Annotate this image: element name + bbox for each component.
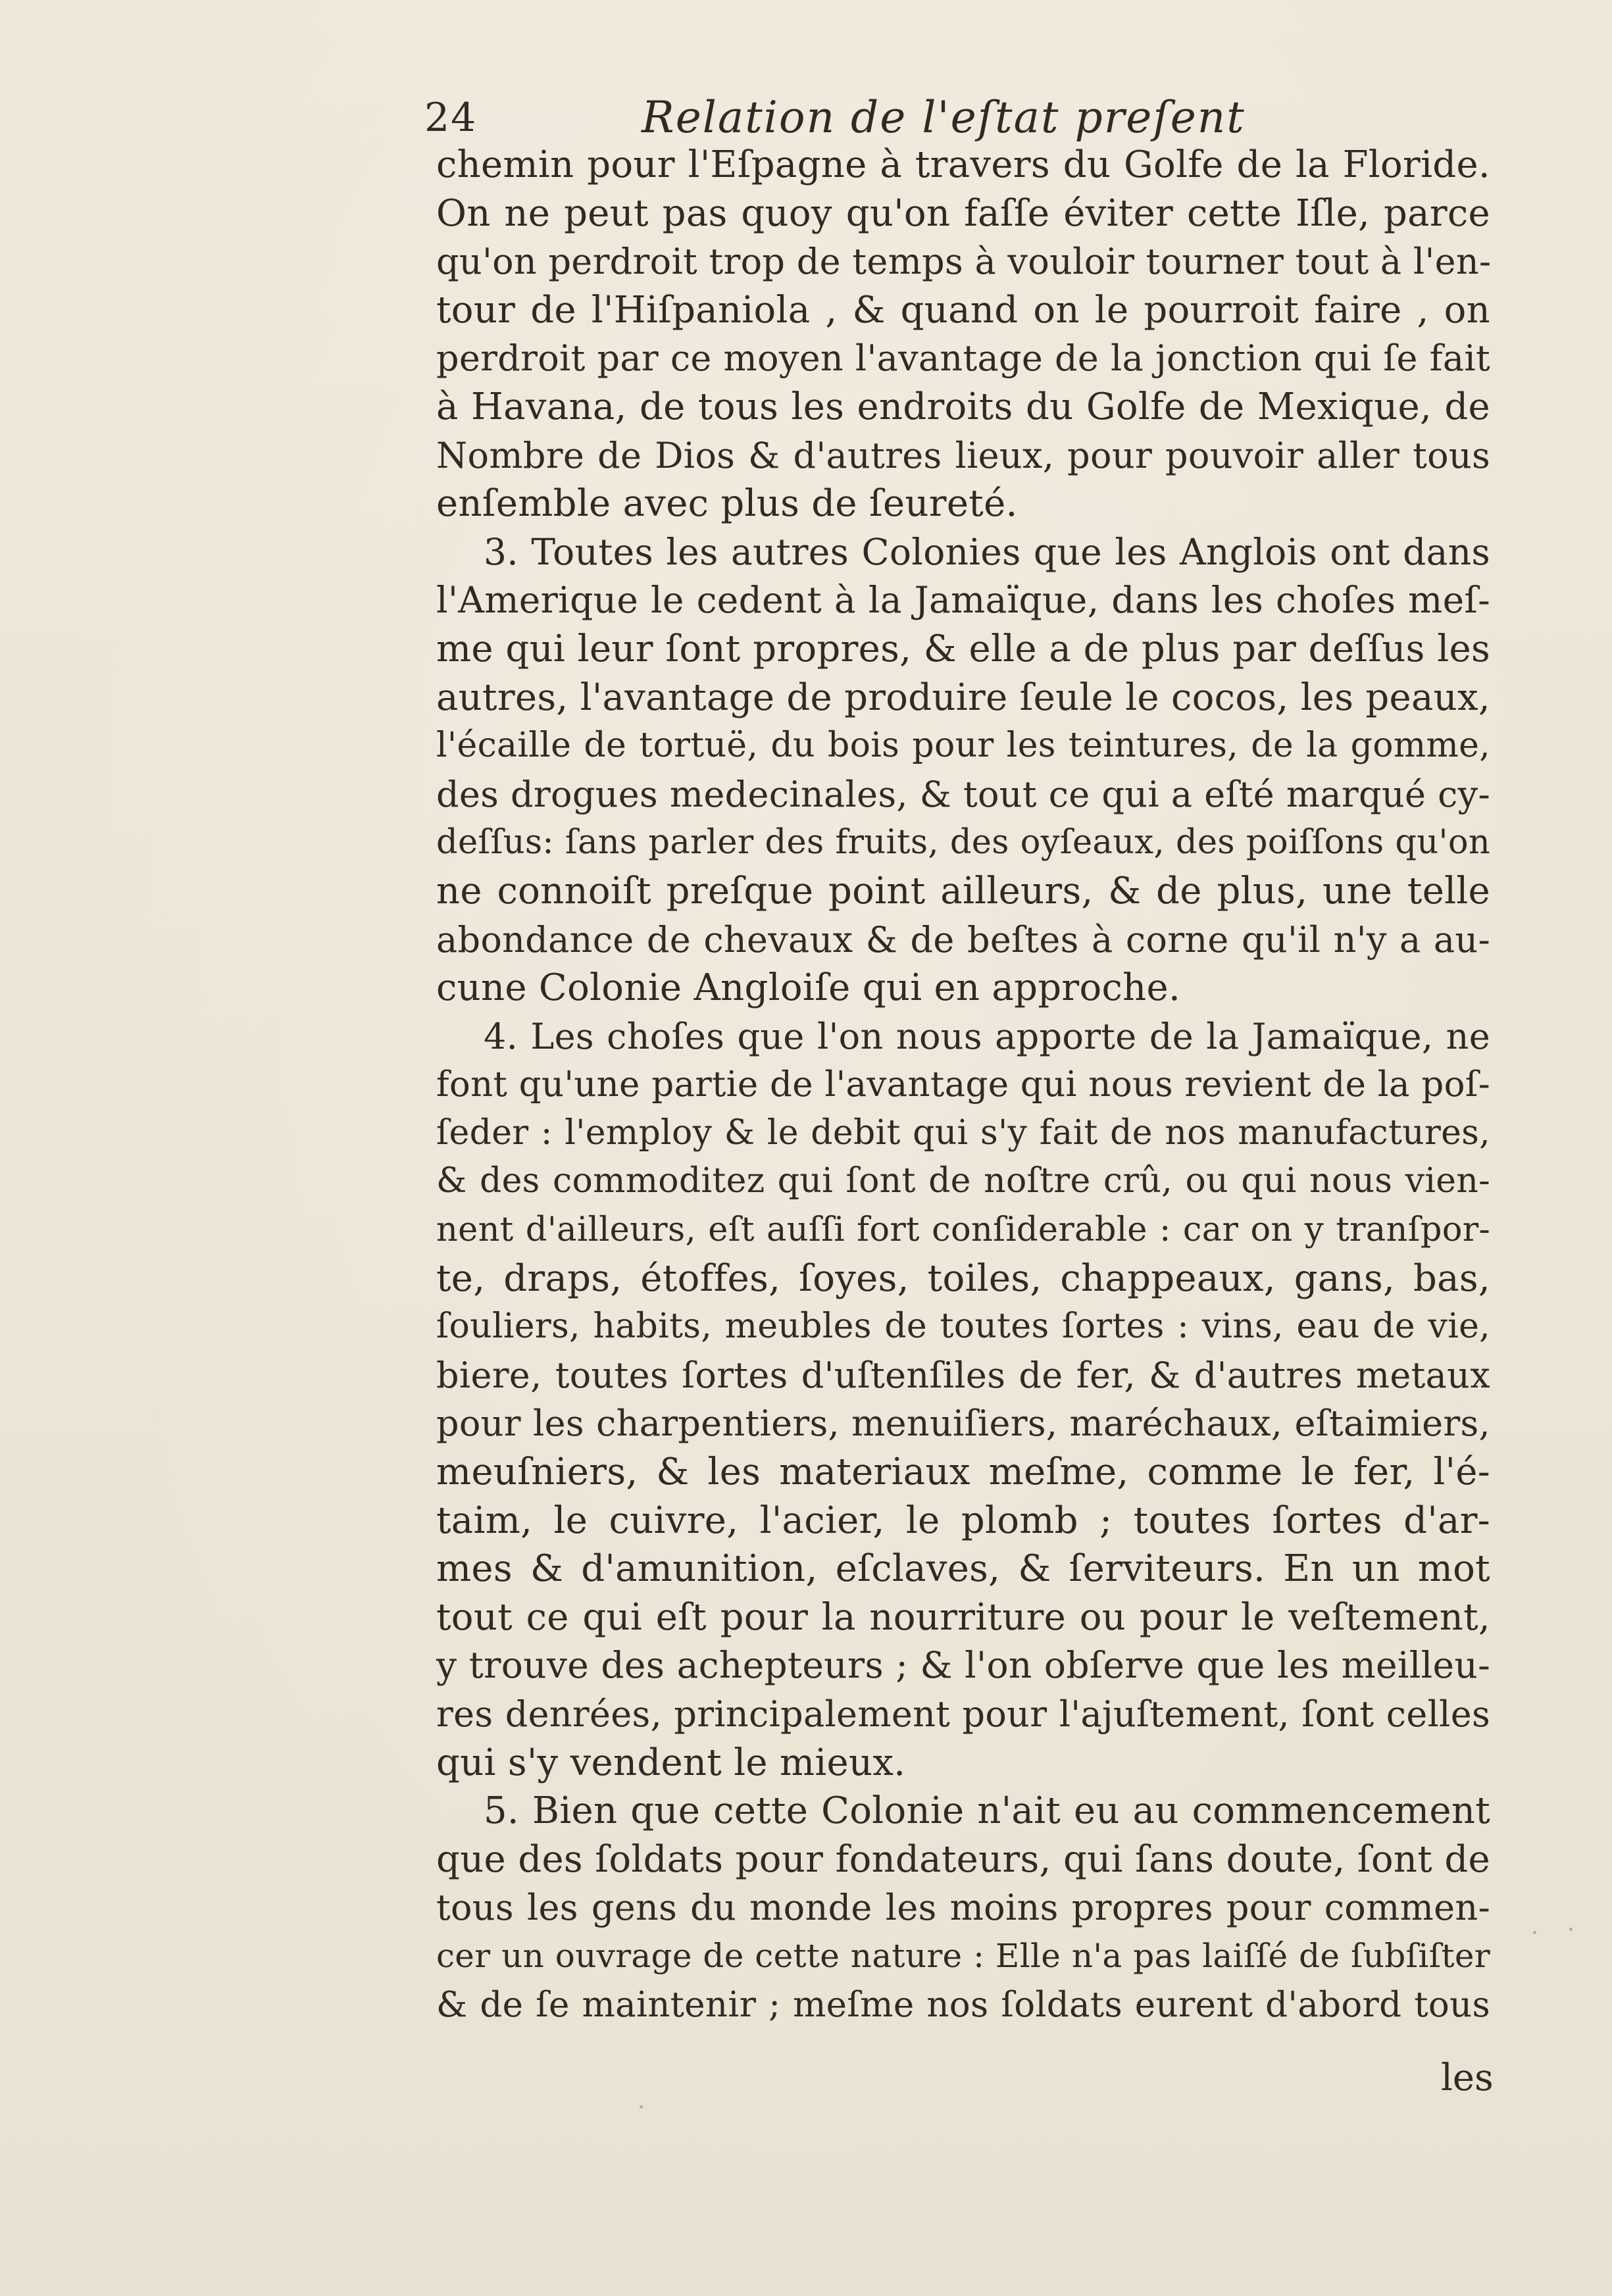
text-line: qui s'y vendent le mieux. [436, 1741, 906, 1784]
text-line: & des commoditez qui ſont de noſtre crû, ou qui nous vien- [436, 1161, 1490, 1201]
text-line: ſouliers, habits, meubles de toutes ſortes : vins, eau de vie, [436, 1307, 1490, 1347]
text-line: mes & d'amunition, eſclaves, & ſerviteurs. En un mot [436, 1547, 1490, 1591]
text-line: que des ſoldats pour fondateurs, qui ſans doute, ſont de [436, 1837, 1490, 1881]
text-line: tour de l'Hiſpaniola , & quand on le pourroit faire , on [436, 288, 1490, 332]
text-line: nent d'ailleurs, eſt auſſi fort conſiderable : car on y tranſpor- [436, 1210, 1490, 1250]
text-line: cer un ouvrage de cette nature : Elle n'a pas laiſſé de ſubſiſter [436, 1936, 1490, 1975]
text-line: qu'on perdroit trop de temps à vouloir tourner tout à l'en- [436, 241, 1492, 283]
text-line: 5. Bien que cette Colonie n'ait eu au commencement [484, 1789, 1490, 1833]
paper-speck [1569, 1928, 1573, 1931]
catchword: les [1441, 2057, 1494, 2099]
text-line: Nombre de Dios & d'autres lieux, pour pouvoir aller tous [436, 434, 1490, 476]
text-line: autres, l'avantage de produire ſeule le cocos, les peaux, [436, 676, 1490, 719]
text-line: 4. Les choſes que l'on nous apporte de la Jamaïque, ne [484, 1015, 1490, 1057]
text-line: y trouve des achepteurs ; & l'on obſerve que les meilleu- [436, 1644, 1490, 1687]
text-line: tous les gens du monde les moins propres pour commen- [436, 1887, 1490, 1929]
text-line: ne connoiſt preſque point ailleurs, & de plus, une telle [436, 869, 1490, 912]
text-line: abondance de chevaux & de beſtes à corne qu'il n'y a au- [436, 918, 1490, 961]
text-line: & de ſe maintenir ; meſme nos ſoldats eurent d'abord tous [436, 1984, 1490, 2025]
text-line: font qu'une partie de l'avantage qui nous revient de la poſ- [436, 1064, 1490, 1105]
text-line: tout ce qui eſt pour la nourriture ou pour le veſtement, [436, 1595, 1490, 1639]
text-line: taim, le cuivre, l'acier, le plomb ; toutes ſortes d'ar- [436, 1499, 1490, 1542]
page-number: 24 [424, 95, 478, 141]
text-line: res denrées, principalement pour l'ajuſtement, ſont celles [436, 1693, 1490, 1735]
running-title: Relation de l'eſtat preſent [642, 92, 1246, 143]
paper-speck [1533, 1931, 1536, 1934]
paper-speck [640, 2105, 643, 2109]
text-line: me qui leur ſont propres, & elle a de plus par deſſus les [436, 627, 1490, 670]
text-line: à Havana, de tous les endroits du Golfe de Mexique, de [436, 385, 1490, 428]
text-line: perdroit par ce moyen l'avantage de la jonction qui ſe fait [436, 337, 1490, 380]
text-line: meuſniers, & les materiaux meſme, comme le fer, l'é- [436, 1451, 1490, 1494]
text-line: l'Amerique le cedent à la Jamaïque, dans les choſes meſ- [436, 579, 1490, 622]
text-line: biere, toutes ſortes d'uſtenſiles de fer, & d'autres metaux [436, 1354, 1490, 1396]
text-line: pour les charpentiers, menuiſiers, maréchaux, eſtaimiers, [436, 1403, 1490, 1445]
text-line: te, draps, étoffes, ſoyes, toiles, chappeaux, gans, bas, [436, 1257, 1490, 1300]
text-line: deſſus: ſans parler des fruits, des oyſeaux, des poiſſons qu'on [436, 823, 1490, 862]
text-line: l'écaille de tortuë, du bois pour les teintures, de la gomme, [436, 726, 1490, 766]
text-line: ſeder : l'employ & le debit qui s'y fait de nos manufactures, [436, 1112, 1490, 1153]
text-line: des drogues medecinales, & tout ce qui a eſté marqué cy- [436, 773, 1490, 815]
text-line: On ne peut pas quoy qu'on faſſe éviter cette Iſle, parce [436, 191, 1490, 235]
text-line: cune Colonie Angloiſe qui en approche. [436, 966, 1181, 1010]
text-line: enſemble avec plus de ſeureté. [436, 482, 1018, 526]
text-line: 3. Toutes les autres Colonies que les Anglois ont dans [484, 530, 1490, 573]
body-text [436, 141, 1490, 2029]
text-line: chemin pour l'Eſpagne à travers du Golfe de la Floride. [436, 143, 1490, 186]
page-header [424, 88, 1549, 147]
